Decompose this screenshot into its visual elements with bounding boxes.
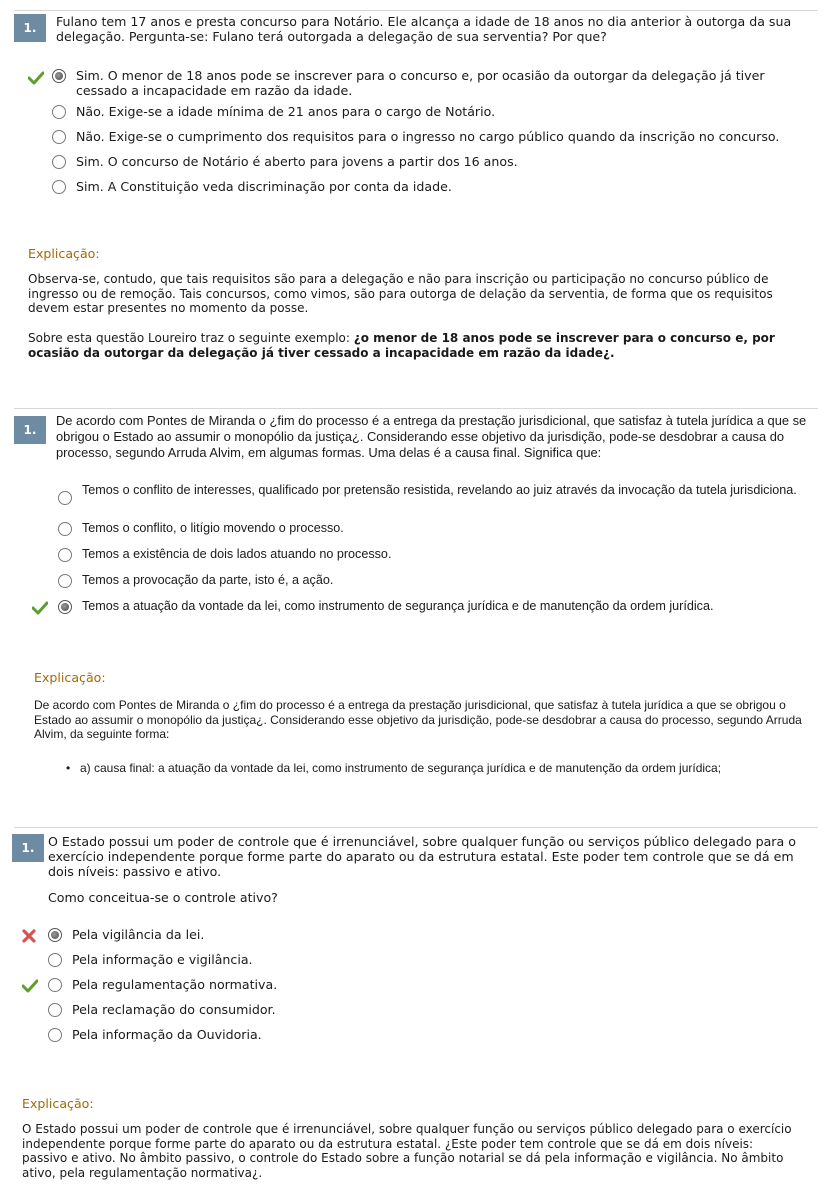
option-label: Temos o conflito de interesses, qualificado por pretensão resistida, revelando ao juiz através da invocação da tutela jurisdiciona. xyxy=(82,483,797,497)
question-number-badge: 1. xyxy=(14,14,46,42)
option-label: Pela vigilância da lei. xyxy=(72,927,205,942)
radio[interactable] xyxy=(52,130,66,144)
option-label: Temos o conflito, o litígio movendo o processo. xyxy=(82,521,344,535)
option-label: Temos a provocação da parte, isto é, a ação. xyxy=(82,573,334,587)
option-4[interactable] xyxy=(52,154,812,174)
option-label: Não. Exige-se a idade mínima de 21 anos para o cargo de Notário. xyxy=(76,104,496,119)
option-label: Pela regulamentação normativa. xyxy=(72,977,278,992)
option-5[interactable] xyxy=(48,1027,808,1047)
option-label: Pela informação da Ouvidoria. xyxy=(72,1027,262,1042)
option-label: Sim. O concurso de Notário é aberto para jovens a partir dos 16 anos. xyxy=(76,154,518,169)
radio[interactable] xyxy=(48,1028,62,1042)
option-1[interactable] xyxy=(58,483,814,517)
option-label: Pela reclamação do consumidor. xyxy=(72,1002,276,1017)
option-1[interactable] xyxy=(48,927,808,947)
radio[interactable] xyxy=(58,491,72,505)
explanation-bullet xyxy=(66,761,812,776)
subquestion-text: Como conceitua-se o controle ativo? xyxy=(48,890,278,905)
radio[interactable] xyxy=(52,155,66,169)
correct-check-icon xyxy=(22,978,36,992)
question-text: De acordo com Pontes de Miranda o ¿fim do processo é a entrega da prestação jurisdicional, que satisfaz à tutela jurídica a que se obrigou o Estado ao assumir o monopólio da justiça¿. Considerando esse objetivo da jurisdição, pode-se desdobrar a causa do processo, segundo Arruda Alvim, em algumas formas. Uma delas é a causa final. Significa que: xyxy=(56,413,807,460)
bullet-icon: • xyxy=(66,761,71,775)
divider xyxy=(14,827,818,828)
option-5[interactable] xyxy=(58,599,814,619)
divider xyxy=(14,10,818,11)
bullet-text: a) causa final: a atuação da vontade da lei, como instrumento de segurança jurídica e de manutenção da ordem jurídica; xyxy=(80,761,722,775)
question-number-badge: 1. xyxy=(14,416,46,444)
option-label: Não. Exige-se o cumprimento dos requisitos para o ingresso no cargo público quando da inscrição no concurso. xyxy=(76,129,780,144)
option-1[interactable] xyxy=(52,68,812,102)
explanation-text: O Estado possui um poder de controle que é irrenunciável, sobre qualquer função ou serviços público delegado para o exercício independente porque forme parte do aparato ou da estrutura estatal. ¿Este poder tem controle que se dá em dois níveis: passivo e ativo. No âmbito passivo, o controle do Estado sobre a função notarial se dá pela informação e vigilância. No âmbito ativo, pela regulamentação normativa¿. xyxy=(22,1122,792,1180)
radio[interactable] xyxy=(52,180,66,194)
option-2[interactable] xyxy=(52,104,812,124)
radio[interactable] xyxy=(58,522,72,536)
option-label: Sim. O menor de 18 anos pode se inscrever para o concurso e, por ocasião da outorgar da delegação já tiver cessado a incapacidade em razão da idade. xyxy=(76,68,765,98)
wrong-x-icon xyxy=(22,928,36,942)
option-label: Sim. A Constituição veda discriminação por conta da idade. xyxy=(76,179,452,194)
option-3[interactable] xyxy=(58,547,814,567)
option-label: Temos a existência de dois lados atuando no processo. xyxy=(82,547,392,561)
radio[interactable] xyxy=(48,1003,62,1017)
explanation-text: De acordo com Pontes de Miranda o ¿fim do processo é a entrega da prestação jurisdicional, que satisfaz à tutela jurídica a que se obrigou o Estado ao assumir o monopólio da justiça¿. Considerando esse objetivo da jurisdição, pode-se desdobrar a causa do processo, segundo Arruda Alvim, da seguinte forma: xyxy=(34,698,802,741)
option-2[interactable] xyxy=(48,952,808,972)
explanation-example-prefix: Sobre esta questão Loureiro traz o seguinte exemplo: xyxy=(28,331,354,345)
radio[interactable] xyxy=(58,574,72,588)
explanation-text: Observa-se, contudo, que tais requisitos são para a delegação e não para inscrição ou participação no concurso público de ingresso ou de remoção. Tais concursos, como vimos, são para outorga de delação da serventia, de forma que os requisitos devem estar presentes no momento da posse. xyxy=(28,272,773,315)
explanation-example-bold: ¿o menor de 18 anos pode se inscrever para o concurso e, por ocasião da outorgar da delegação já tiver cessado a incapacidade em razão da idade¿. xyxy=(28,331,775,360)
question-text: Fulano tem 17 anos e presta concurso para Notário. Ele alcança a idade de 18 anos no dia anterior à outorga da sua delegação. Pergunta-se: Fulano terá outorgada a delegação de sua serventia? Por que? xyxy=(56,14,792,44)
option-3[interactable] xyxy=(52,129,812,149)
radio-selected[interactable] xyxy=(52,69,66,83)
explanation-example xyxy=(28,331,816,360)
correct-check-icon xyxy=(32,600,46,614)
radio-selected[interactable] xyxy=(58,600,72,614)
question-number-badge: 1. xyxy=(12,834,44,862)
explanation-title: Explicação: xyxy=(34,670,106,685)
divider xyxy=(14,408,818,409)
explanation-title: Explicação: xyxy=(28,246,100,261)
option-4[interactable] xyxy=(48,1002,808,1022)
radio[interactable] xyxy=(52,105,66,119)
correct-check-icon xyxy=(28,70,42,84)
option-label: Pela informação e vigilância. xyxy=(72,952,253,967)
option-3[interactable] xyxy=(48,977,808,997)
radio[interactable] xyxy=(48,978,62,992)
option-5[interactable] xyxy=(52,179,812,199)
option-label: Temos a atuação da vontade da lei, como instrumento de segurança jurídica e de manutenção da ordem jurídica. xyxy=(82,599,714,613)
option-4[interactable] xyxy=(58,573,814,593)
radio[interactable] xyxy=(48,953,62,967)
radio-selected[interactable] xyxy=(48,928,62,942)
question-text: O Estado possui um poder de controle que é irrenunciável, sobre qualquer função ou serviços público delegado para o exercício independente porque forme parte do aparato ou da estrutura estatal. Este poder tem controle que se dá em dois níveis: passivo e ativo. xyxy=(48,834,796,879)
option-2[interactable] xyxy=(58,521,814,541)
explanation-title: Explicação: xyxy=(22,1096,94,1111)
radio[interactable] xyxy=(58,548,72,562)
